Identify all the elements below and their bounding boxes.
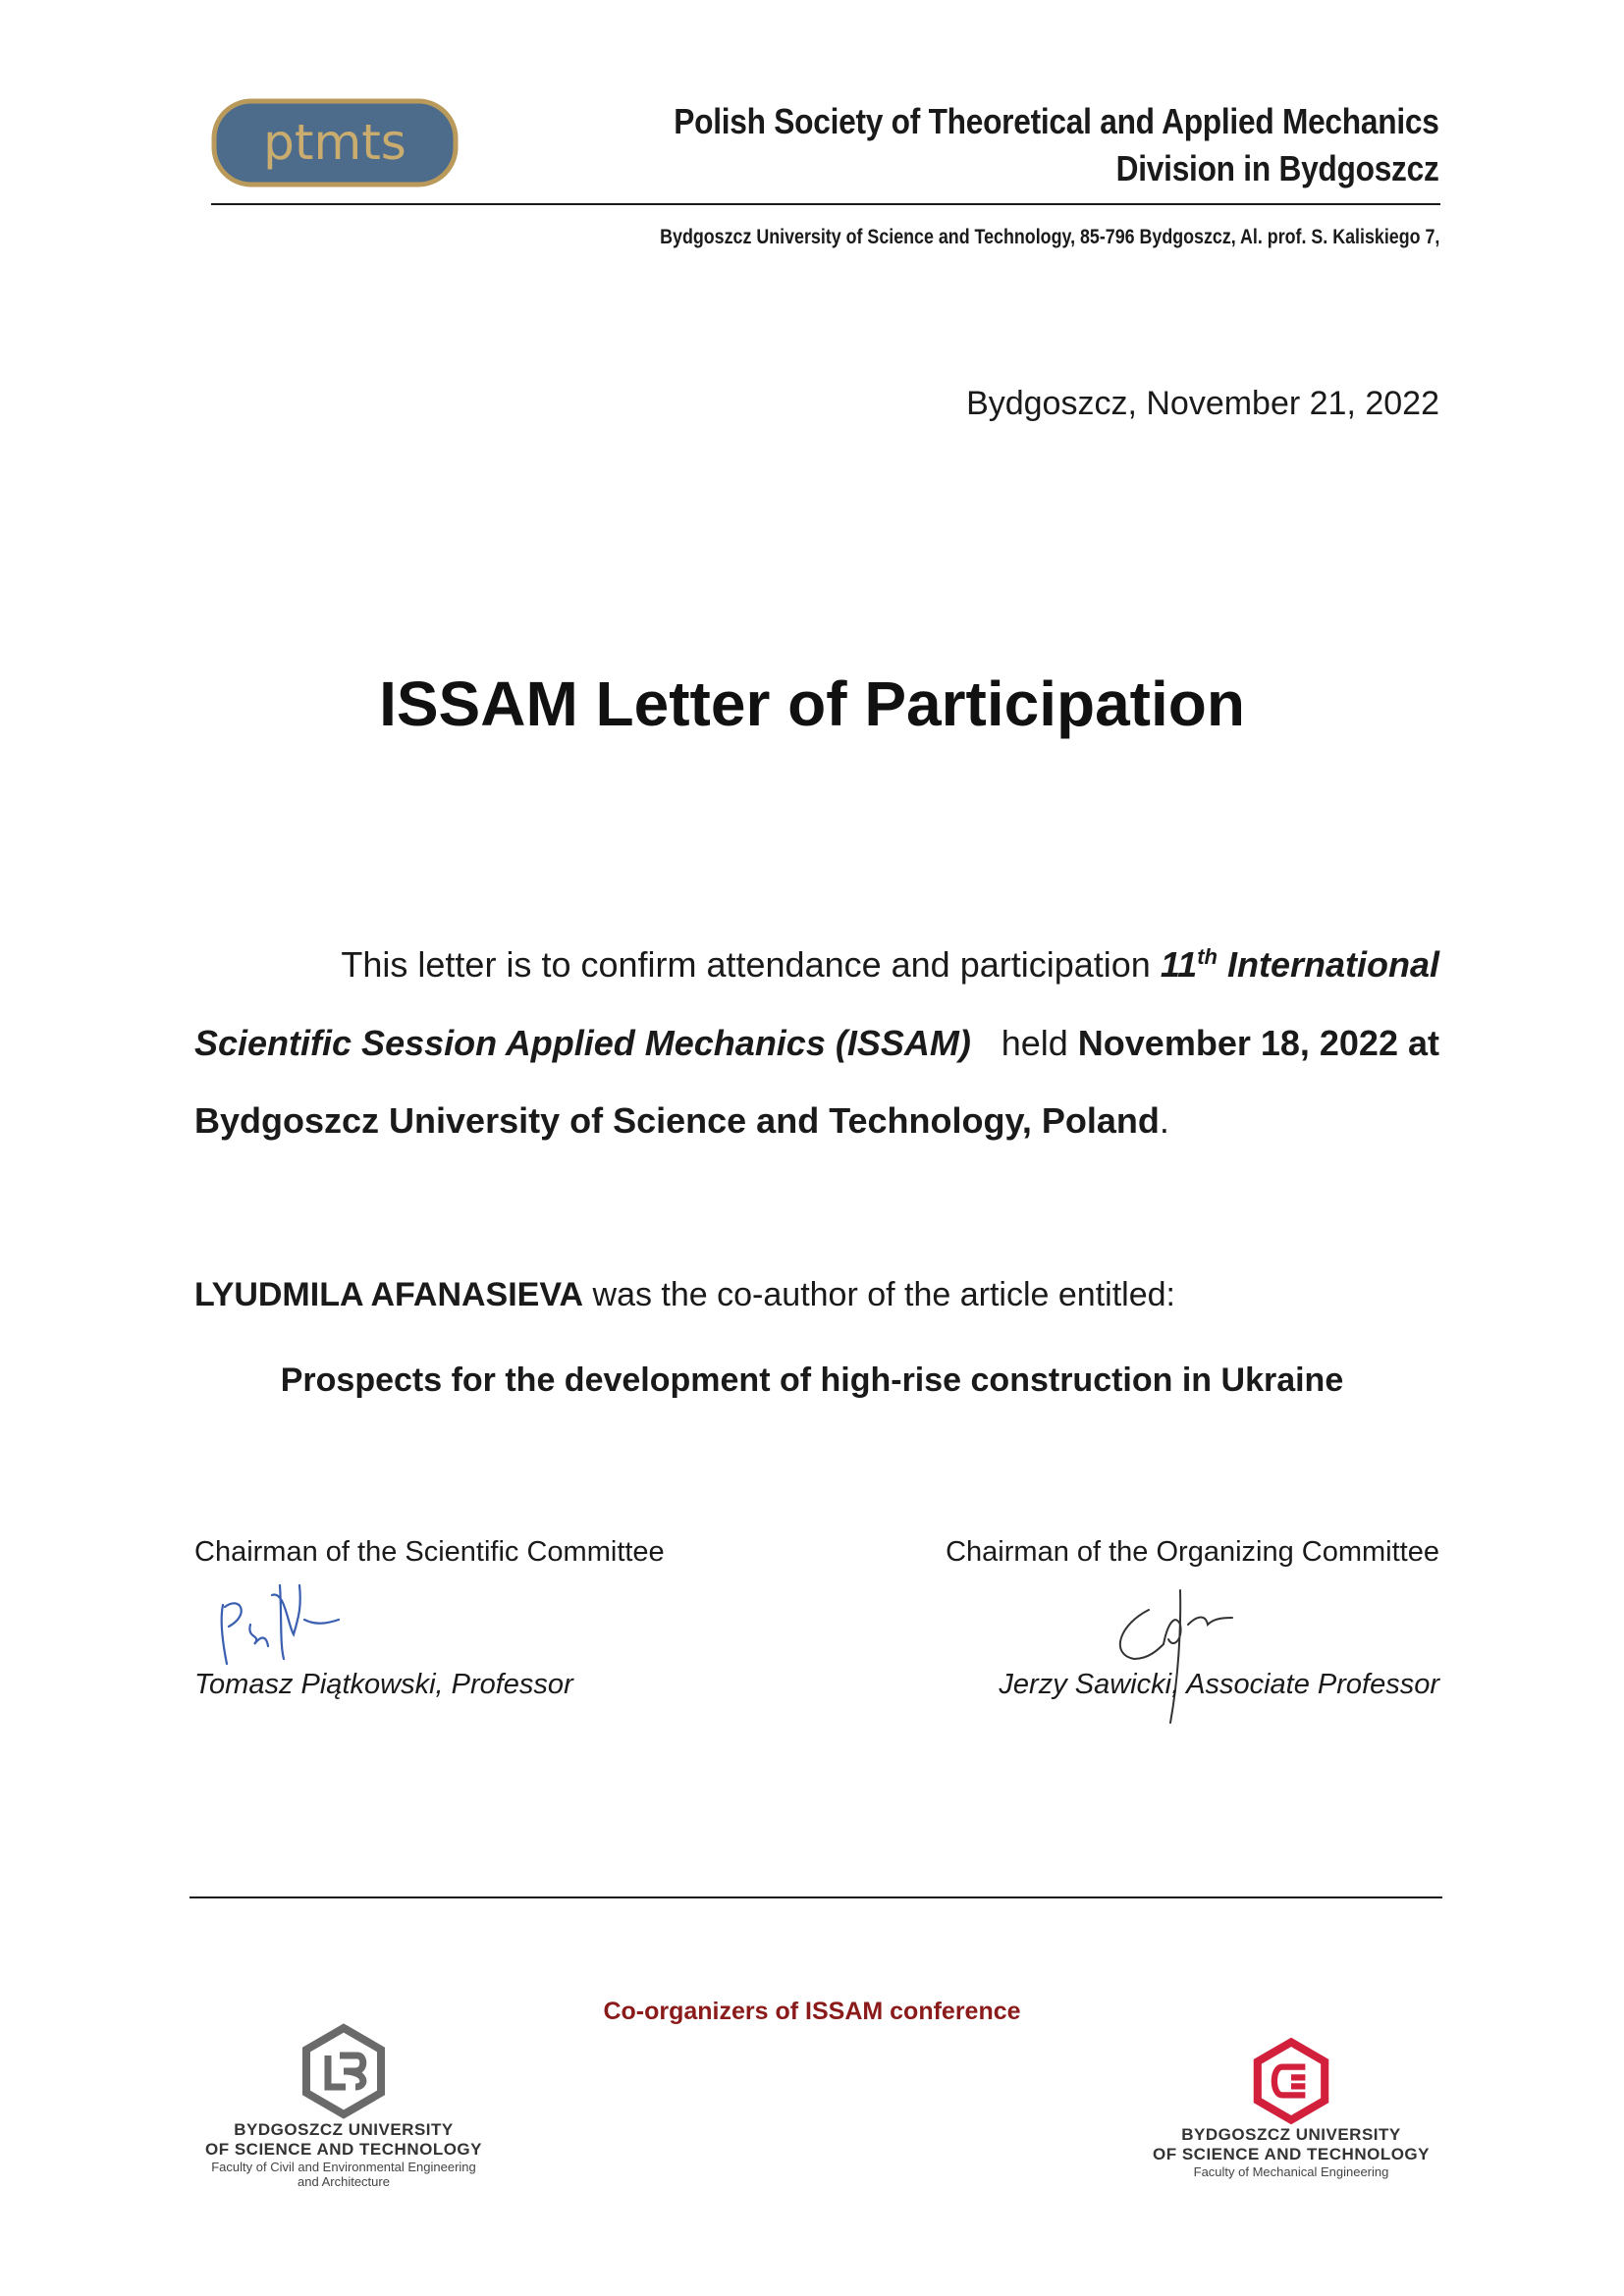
signature-right [1090, 1580, 1286, 1728]
left-faculty-2: and Architecture [298, 2174, 390, 2189]
event-date: November 18, 2022 at [1077, 1023, 1439, 1063]
address: Bydgoszcz University of Science and Technology, 85-796 Bydgoszcz, Al. prof. S. Kaliskiego 7, [659, 226, 1439, 248]
organizing-chair-name: Jerzy Sawicki, Associate Professor [999, 1669, 1439, 1700]
author-statement [194, 1276, 1175, 1314]
author-text: was the co-author of the article entitled: [583, 1276, 1175, 1313]
hexagon-logo-icon [295, 2022, 393, 2120]
organizing-chair-role: Chairman of the Organizing Committee [946, 1536, 1439, 1568]
right-uni-name-1: BYDGOSZCZ UNIVERSITY [1181, 2125, 1401, 2144]
left-faculty-1: Faculty of Civil and Environmental Engineering [211, 2160, 476, 2174]
body-line-3: Bydgoszcz University of Science and Technology, Poland. [194, 1100, 1169, 1141]
scientific-chair-role: Chairman of the Scientific Committee [194, 1536, 665, 1568]
right-faculty: Faculty of Mechanical Engineering [1193, 2164, 1389, 2179]
event-held: held November 18, 2022 at [1001, 1023, 1439, 1063]
event-ordinal: 11th International [1160, 944, 1439, 985]
right-uni-name-2: OF SCIENCE AND TECHNOLOGY [1153, 2145, 1430, 2163]
ptmts-logo [211, 98, 459, 187]
org-name-line1: Polish Society of Theoretical and Applied Mechanics [674, 101, 1439, 141]
organization-name [675, 98, 1439, 192]
page-title: ISSAM Letter of Participation [379, 668, 1245, 739]
svg-text:ptmts: ptmts [263, 114, 406, 171]
org-name-line2: Division in Bydgoszcz [1116, 148, 1439, 188]
coorganizers-heading: Co-organizers of ISSAM conference [603, 1998, 1021, 2025]
body-intro: This letter is to confirm attendance and participation [341, 944, 1161, 985]
article-title: Prospects for the development of high-rise construction in Ukraine [280, 1362, 1344, 1399]
left-uni-name-2: OF SCIENCE AND TECHNOLOGY [205, 2140, 482, 2159]
university-logo-right [1144, 2037, 1438, 2179]
signature-left [211, 1566, 358, 1674]
letter-date: Bydgoszcz, November 21, 2022 [966, 385, 1439, 422]
footer-divider [189, 1896, 1442, 1898]
body-line-2 [194, 1023, 1439, 1064]
header-divider [211, 203, 1440, 205]
university-logo-left [191, 2022, 496, 2189]
event-venue: Bydgoszcz University of Science and Technology, Poland [194, 1100, 1160, 1141]
scientific-chair-name: Tomasz Piątkowski, Professor [194, 1669, 573, 1700]
event-name: Scientific Session Applied Mechanics (ISSAM) [194, 1023, 971, 1063]
author-name: LYUDMILA AFANASIEVA [194, 1276, 584, 1313]
body-line-1 [341, 944, 1439, 986]
left-uni-name-1: BYDGOSZCZ UNIVERSITY [234, 2120, 454, 2139]
hexagon-logo-red-icon [1247, 2037, 1335, 2125]
